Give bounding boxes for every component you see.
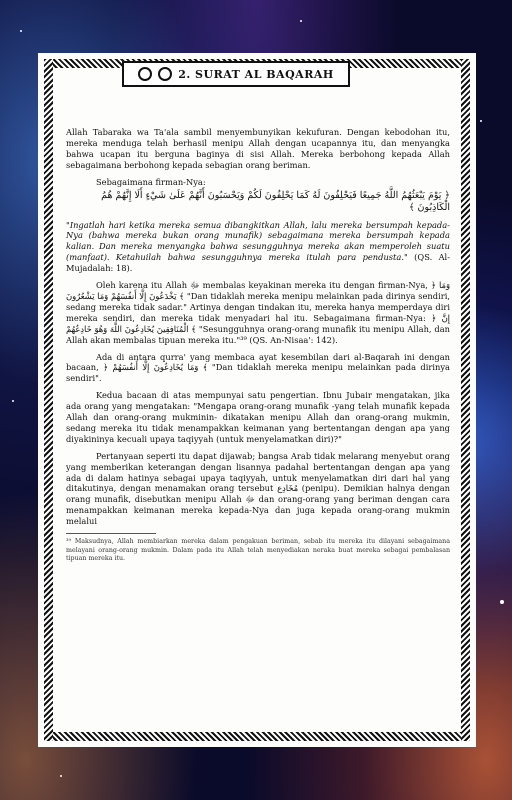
star — [500, 600, 504, 604]
border-bottom — [44, 732, 470, 741]
border-left — [44, 59, 53, 741]
ornament-icon — [158, 67, 172, 81]
verse-reference: (QS. Al-Mujadalah: 18). — [66, 252, 451, 274]
paragraph: Pertanyaan seperti itu dapat dijawab; bangsa Arab tidak melarang menyebut orang yang memberikan keterangan dengan lisannya padahal bertentangan dengan apa yang ada di dalam hatinya sebagai upaya taqiyyah, untuk menyelamatkan diri dari hal yang ditakutinya, dengan menamakan orang tersebut مُخَادِع (penipu). Demikian halnya dengan orang munafik, disebutkan menipu Allah ﷻ dan orang-orang yang beriman dengan cara menampakkan keimanan mereka kepada-Nya dan juga kepada orang-orang mukmin melalui — [66, 450, 450, 527]
paragraph: Oleh karena itu Allah ﷻ membalas keyakinan mereka itu dengan firman-Nya, ﴿ وَمَا يَخْدَعُونَ إِلَّا أَنفُسَهُمْ وَمَا يَشْعُرُونَ ﴾ "Dan tidaklah mereka menipu melainkan pada dirinya sendiri, sedang mereka tidak sadar." Artinya dengan tindakan itu, mereka hanya memperdaya diri mereka sendiri, dan mereka tidak menyadari hal itu. Sebagaimana firman-Nya: ﴿ إِنَّ الْمُنَافِقِينَ يُخَادِعُونَ اللَّهَ وَهُوَ خَادِعُهُمْ ﴾ "Sesungguhnya orang-orang munafik itu menipu Allah, dan Allah akan membalas tipuan mereka itu."³⁹ (QS. An-Nisaa': 142). — [66, 280, 450, 345]
arabic-verse: ﴿ يَوْمَ يَبْعَثُهُمُ اللَّهُ جَمِيعًا فَيَحْلِفُونَ لَهُ كَمَا يَحْلِفُونَ لَكُمْ وَيَحْسَبُونَ أَنَّهُمْ عَلَىٰ شَيْءٍ أَلَا إِنَّهُمْ هُمُ الْكَاذِبُونَ ﴾ — [101, 189, 450, 213]
chapter-header — [122, 61, 350, 87]
chapter-title: 2. SURAT AL BAQARAH — [178, 67, 334, 81]
star — [480, 120, 482, 122]
star — [300, 20, 302, 22]
quote-paragraph — [66, 220, 450, 275]
book-page — [38, 53, 476, 747]
paragraph: Allah Tabaraka wa Ta'ala sambil menyembunyikan kekufuran. Dengan kebodohan itu, mereka menduga telah berhasil menipu Allah dengan ucapannya itu, dan menyangka bahwa ucapan itu berguna baginya di sisi Allah. Mereka berbohong kepada Allah sebagaimana berbohong kepada sebagian orang beriman. — [66, 127, 450, 170]
star — [12, 400, 14, 402]
border-right — [461, 59, 470, 741]
star — [60, 775, 62, 777]
star — [20, 30, 22, 32]
ornament-icon — [138, 67, 152, 81]
paragraph-intro: Sebagaimana firman-Nya: — [96, 176, 206, 187]
paragraph: Ada di antara qurra' yang membaca ayat kesembilan dari al-Baqarah ini dengan bacaan, ﴿ وَمَا يُخَادِعُونَ إِلَّا أَنفُسَهُمْ ﴾ "Dan tidaklah mereka menipu melainkan pada dirinya sendiri". — [66, 351, 450, 384]
page-body — [66, 127, 450, 569]
footnote: ³⁹ Maksudnya, Allah membiarkan mereka dalam pengakuan beriman, sebab itu mereka itu dilayani sebagaimana melayani orang-orang mukmin. Dalam pada itu Allah telah menyediakan neraka buat mereka sebagai pembalasan tipuan mereka itu. — [66, 538, 450, 562]
paragraph: Kedua bacaan di atas mempunyai satu pengertian. Ibnu Jubair mengatakan, jika ada orang yang mengatakan: "Mengapa orang-orang munafik -yang telah munafik kepada Allah dan orang-orang mukminin- dikatakan menipu Allah dan orang-orang mukmin, sedang mereka itu tidak menampakkan keimanan yang bertentangan dengan apa yang diyakininya kecuali upaya taqiyyah (untuk menyelamatkan diri)?" — [66, 390, 450, 444]
footnote-divider — [66, 533, 156, 534]
verse-translation: "Ingatlah hari ketika mereka semua dibangkitkan Allah, lalu mereka bersumpah kepada-Nya (bahwa mereka bukan orang munafik) sebagaimana mereka bersumpah kepada kalian. Dan mereka menyangka bahwa sesungguhnya mereka akan memperoleh suatu (manfaat). Ketahuilah bahwa sesungguhnya mereka itulah para pendusta." — [66, 219, 450, 263]
